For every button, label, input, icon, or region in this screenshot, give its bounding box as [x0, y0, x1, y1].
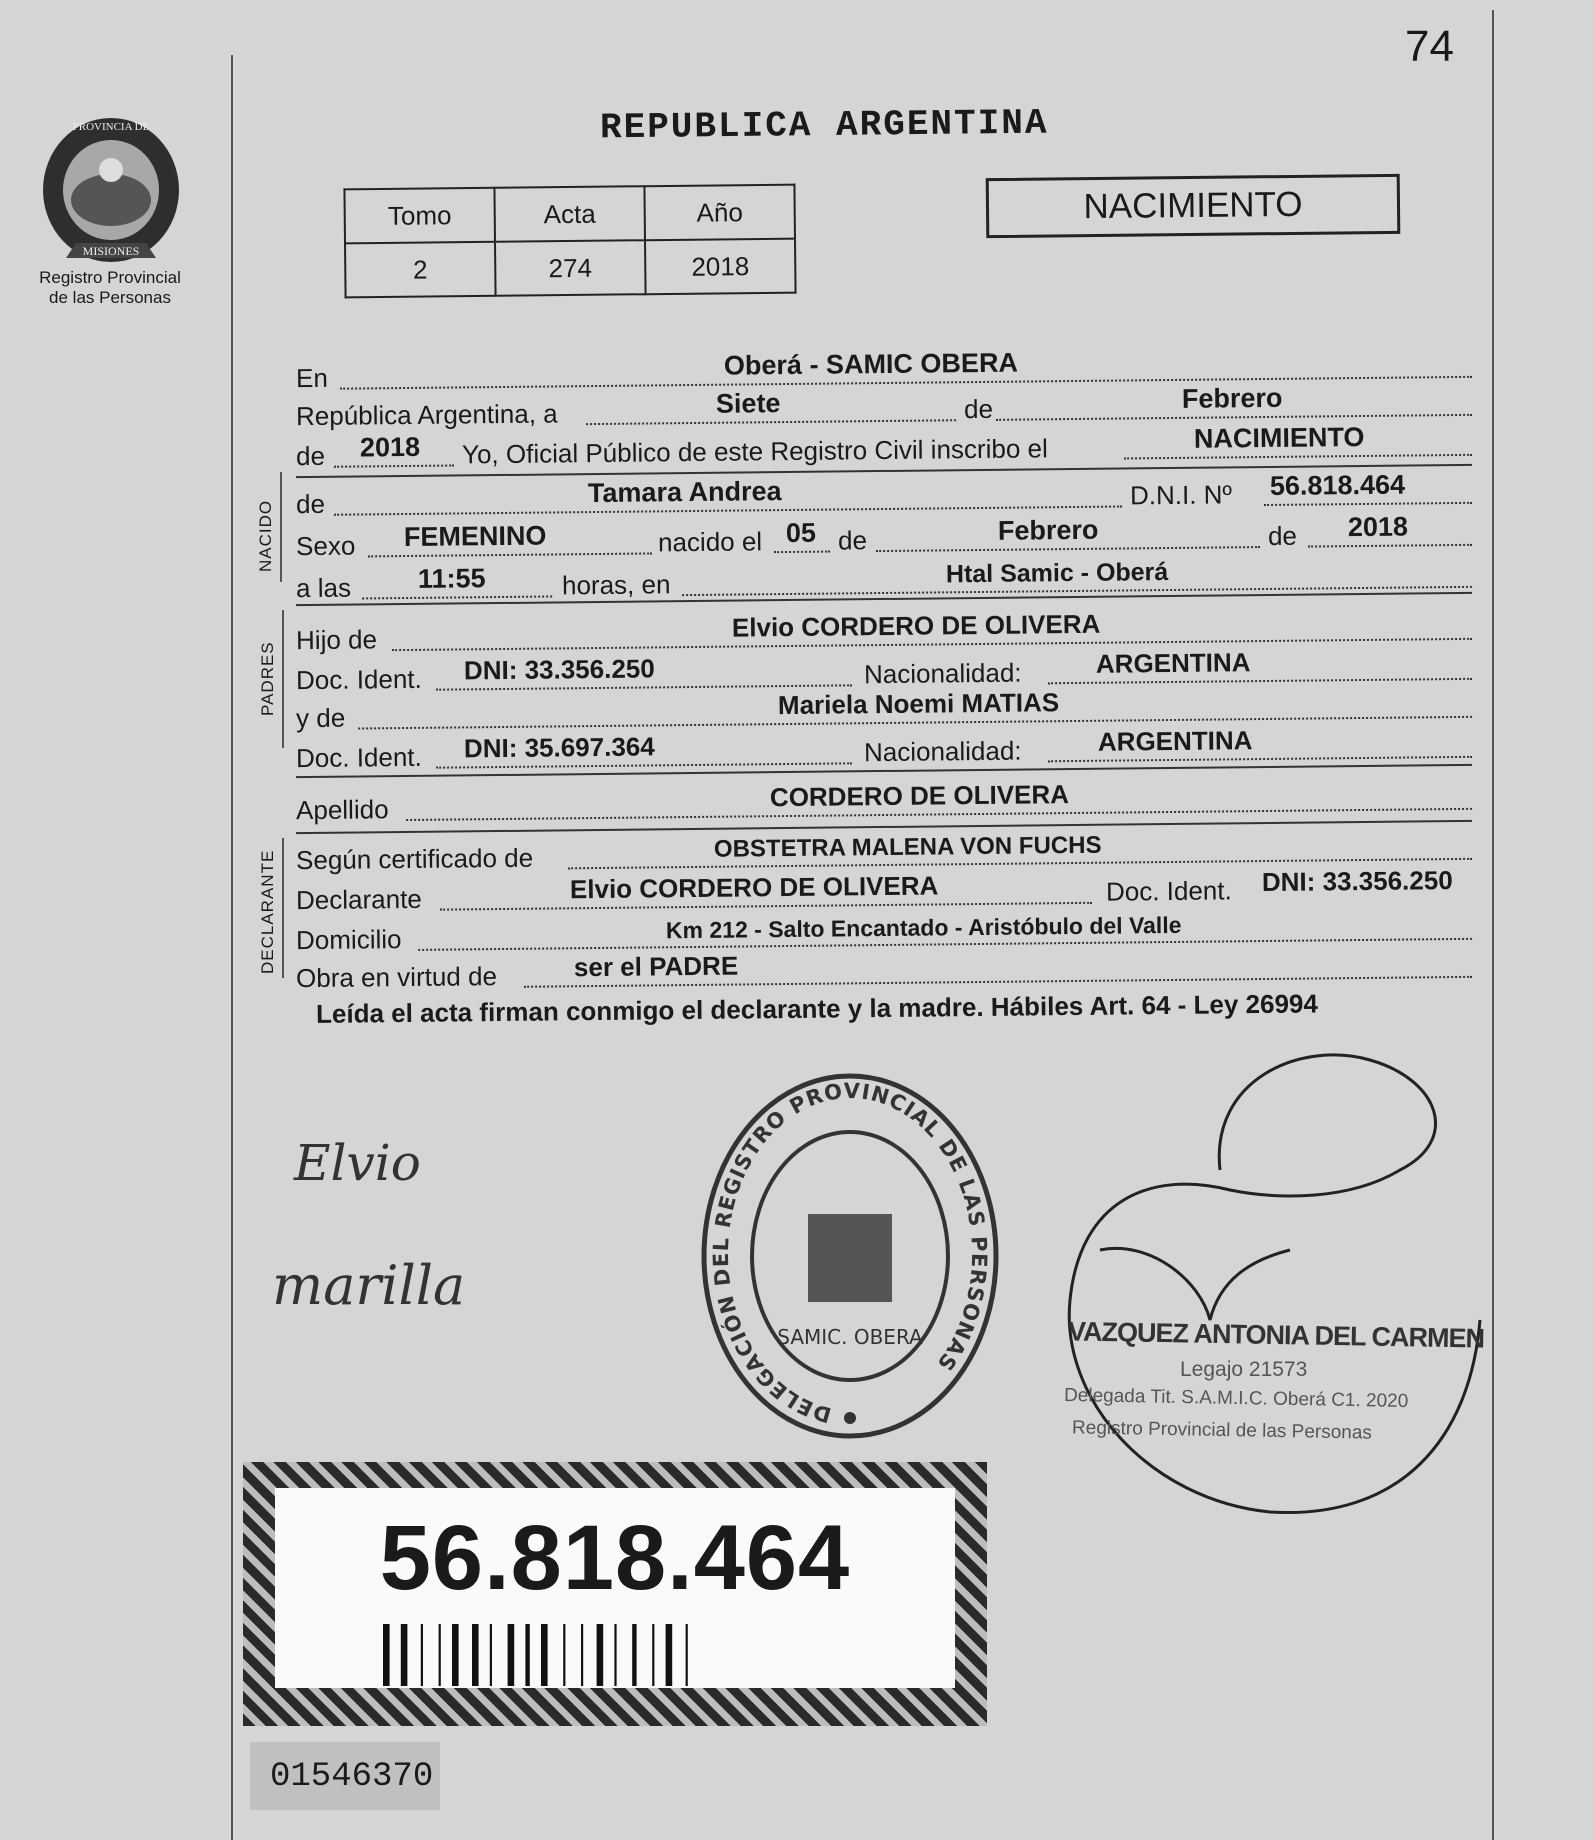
official-name: VAZQUEZ ANTONIA DEL CARMEN — [1067, 1316, 1485, 1354]
label-sexo: Sexo — [295, 530, 356, 562]
barcode-bar — [581, 1624, 583, 1686]
label-yo-oficial: Yo, Oficial Público de este Registro Civil inscribo el — [461, 433, 1048, 470]
mother-signature-text: marilla — [272, 1254, 466, 1317]
logo-bottom-text: MISIONES — [82, 244, 140, 258]
barcode-bar — [525, 1624, 529, 1686]
value-address: Km 212 - Salto Encantado - Aristóbulo del Valle — [665, 911, 1182, 944]
value-sex: FEMENINO — [403, 520, 547, 553]
barcode-bar — [632, 1624, 636, 1686]
value-birth-day: 05 — [785, 517, 817, 549]
barcode-bar — [666, 1624, 673, 1686]
label-a-las: a las — [295, 572, 352, 604]
label-obra-en-virtud: Obra en virtud de — [295, 961, 498, 994]
barcode-bar — [508, 1624, 515, 1686]
barcode-bar — [652, 1624, 654, 1686]
parents-bracket — [282, 610, 284, 748]
seal-inner-text: SAMIC. OBERA — [777, 1325, 923, 1349]
closing-text: Leída el acta firman conmigo el declarante y la madre. Hábiles Art. 64 - Ley 26994 — [315, 988, 1319, 1029]
registry-caption-line2: de las Personas — [49, 288, 171, 307]
logo-top-text: PROVINCIA DE — [72, 121, 150, 133]
official-registry: Registro Provincial de las Personas — [1071, 1417, 1373, 1444]
label-apellido: Apellido — [295, 794, 389, 826]
barcode-bars — [383, 1624, 829, 1686]
label-declarante: Declarante — [295, 883, 422, 916]
label-doc-ident-declarant: Doc. Ident. — [1105, 875, 1232, 907]
registry-caption — [20, 268, 200, 308]
barcode-bar — [472, 1624, 479, 1686]
serial-number: 01546370 — [270, 1758, 434, 1796]
barcode-bar — [597, 1624, 604, 1686]
value-month: Febrero — [1181, 382, 1283, 414]
barcode-label — [243, 1462, 987, 1726]
tomo-value: 2 — [345, 242, 496, 298]
record-type-box: NACIMIENTO — [986, 174, 1401, 238]
acta-value: 274 — [495, 240, 646, 296]
delegation-seal — [700, 1072, 1000, 1448]
document-title: REPUBLICA ARGENTINA — [599, 102, 1049, 149]
label-nacionalidad-mother: Nacionalidad: — [863, 735, 1022, 768]
label-hijo-de: Hijo de — [295, 624, 378, 656]
mother-signature — [268, 1252, 508, 1324]
official-legajo: Legajo 21573 — [1180, 1358, 1308, 1381]
acta-header: Acta — [494, 186, 645, 242]
value-surname: CORDERO DE OLIVERA — [769, 779, 1070, 813]
value-capacity: ser el PADRE — [573, 950, 739, 983]
value-mother-name: Mariela Noemi MATIAS — [777, 687, 1060, 721]
value-child-dni: 56.818.464 — [1269, 469, 1406, 501]
value-father-doc: DNI: 33.356.250 — [463, 653, 655, 686]
right-margin-line — [1492, 10, 1494, 1840]
barcode-bar — [563, 1624, 565, 1686]
barcode-bar — [452, 1624, 459, 1686]
value-child-name: Tamara Andrea — [587, 476, 782, 509]
label-nacionalidad-father: Nacionalidad: — [863, 657, 1022, 690]
serial-stamp — [250, 1742, 440, 1810]
label-de-birth-month: de — [837, 525, 868, 556]
left-margin-line — [231, 55, 233, 1840]
value-father-name: Elvio CORDERO DE OLIVERA — [731, 608, 1101, 643]
value-place: Oberá - SAMIC OBERA — [723, 347, 1019, 381]
registry-caption-line1: Registro Provincial — [39, 268, 181, 287]
value-declarant-doc: DNI: 33.356.250 — [1261, 865, 1453, 898]
row-surname — [296, 776, 1472, 828]
declarant-bracket — [282, 838, 284, 978]
section-label-declarant: DECLARANTE — [258, 849, 277, 974]
label-nacido-el: nacido el — [657, 526, 763, 558]
barcode-label-inner — [275, 1488, 955, 1688]
label-horas-en: horas, en — [561, 569, 671, 601]
barcode-bar — [541, 1624, 548, 1686]
label-segun-certificado: Según certificado de — [295, 842, 534, 876]
father-signature-text: Elvio — [294, 1134, 421, 1192]
label-de-month: de — [963, 393, 994, 425]
value-declarant-name: Elvio CORDERO DE OLIVERA — [569, 870, 939, 905]
label-de-year: de — [295, 440, 326, 472]
province-coat-of-arms-logo — [36, 108, 186, 268]
birth-bracket — [280, 472, 282, 582]
father-signature — [290, 1128, 430, 1200]
ano-value: 2018 — [645, 239, 796, 295]
barcode-bar — [490, 1624, 492, 1686]
label-y-de: y de — [295, 702, 346, 734]
barcode-bar — [614, 1624, 616, 1686]
label-de-birth-year: de — [1267, 520, 1298, 551]
barcode-number: 56.818.464 — [379, 1507, 851, 1609]
value-day: Siete — [715, 388, 781, 419]
value-certificate-by: OBSTETRA MALENA VON FUCHS — [713, 831, 1102, 863]
label-domicilio: Domicilio — [295, 924, 402, 956]
value-birth-month: Febrero — [997, 514, 1099, 546]
reference-table — [343, 184, 796, 299]
barcode-bar — [401, 1624, 408, 1686]
value-birth-place: Htal Samic - Oberá — [945, 558, 1169, 589]
section-label-parents: PADRES — [258, 641, 277, 716]
barcode-bar — [383, 1624, 390, 1686]
registrar-signature-scrawl — [1040, 1020, 1490, 1540]
value-year: 2018 — [359, 431, 421, 463]
official-delegate-title: Delegada Tit. S.A.M.I.C. Oberá C1. 2020 — [1063, 1384, 1409, 1413]
page-number: 74 — [1405, 22, 1454, 71]
label-en: En — [295, 362, 329, 394]
value-father-nationality: ARGENTINA — [1095, 647, 1251, 679]
label-de-child: de — [295, 488, 326, 520]
value-birth-time: 11:55 — [417, 563, 486, 594]
barcode-bar — [686, 1624, 688, 1686]
label-dni: D.N.I. Nº — [1129, 479, 1233, 511]
seal-ring-textpath: DELEGACIÓN DEL REGISTRO PROVINCIAL DE LAS PERSONAS — [708, 1078, 992, 1428]
tomo-header: Tomo — [344, 188, 495, 244]
barcode-bar — [421, 1624, 423, 1686]
value-mother-nationality: ARGENTINA — [1097, 725, 1253, 757]
value-act-type: NACIMIENTO — [1193, 421, 1365, 454]
value-mother-doc: DNI: 35.697.364 — [463, 731, 655, 764]
section-label-birth: NACIDO — [256, 499, 275, 572]
label-republica: República Argentina, a — [295, 398, 558, 432]
barcode-bar — [439, 1624, 441, 1686]
value-birth-year: 2018 — [1347, 511, 1409, 543]
label-doc-ident-father: Doc. Ident. — [295, 663, 422, 696]
ano-header: Año — [644, 185, 795, 241]
label-doc-ident-mother: Doc. Ident. — [295, 741, 422, 774]
